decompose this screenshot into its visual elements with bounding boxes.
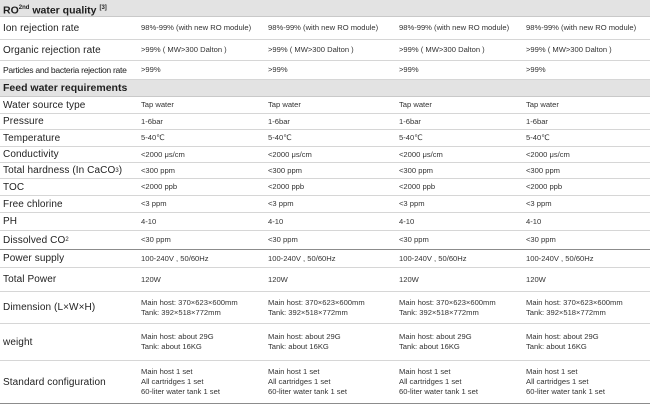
row-label: Ion rejection rate: [3, 22, 80, 34]
cell: <300 ppm: [141, 165, 175, 175]
cell: <2000 μs/cm: [268, 149, 312, 159]
cell: 120W: [399, 274, 419, 284]
row-label: Conductivity: [3, 149, 59, 160]
cell: 1-6bar: [141, 116, 163, 126]
section-header-water-quality: [0, 0, 650, 17]
row-label: Water source type: [3, 99, 86, 111]
cell: 98%-99% (with new RO module): [399, 23, 510, 32]
row-label: Free chlorine: [3, 198, 63, 210]
cell: 1-6bar: [268, 116, 290, 126]
table-row-particles-rejection: [0, 61, 650, 80]
footnote-ref: [3]: [99, 5, 107, 11]
cell: Main host: about 29G Tank: about 16KG: [141, 332, 214, 351]
table-row-water-source: [0, 97, 650, 114]
table-row-dimension: [0, 292, 650, 324]
table-row-pressure: [0, 114, 650, 130]
cell: 1-6bar: [399, 116, 421, 126]
table-row-toc: [0, 179, 650, 196]
table-row-standard-configuration: [0, 361, 650, 404]
row-label: Total hardness (In CaCO 3 ): [3, 165, 123, 176]
table-row-conductivity: [0, 147, 650, 163]
table-row-temperature: [0, 130, 650, 147]
table-row-total-power: [0, 268, 650, 292]
table-row-organic-rejection: [0, 40, 650, 61]
table-row-free-chlorine: [0, 196, 650, 213]
table-row-ion-rejection: [0, 17, 650, 40]
cell: Main host: about 29G Tank: about 16KG: [399, 332, 472, 351]
cell: <3 ppm: [526, 199, 552, 208]
table-row-ph: [0, 213, 650, 231]
cell: 5-40℃: [399, 133, 423, 142]
cell: 100-240V , 50/60Hz: [399, 253, 467, 263]
cell: <30 ppm: [268, 235, 298, 244]
cell: Main host 1 set All cartridges 1 set 60-liter water tank 1 set: [399, 367, 478, 396]
row-label: Temperature: [3, 132, 61, 144]
row-label: Pressure: [3, 116, 44, 127]
section-title-sup: 2nd: [18, 5, 30, 11]
row-label: Power supply: [3, 253, 65, 264]
row-label: TOC: [3, 181, 25, 193]
row-label: Total Power: [3, 274, 57, 285]
row-label: Particles and bacteria rejection rate: [3, 65, 127, 75]
row-label: Standard configuration: [3, 376, 106, 388]
cell: 5-40℃: [526, 133, 550, 142]
cell: Main host 1 set All cartridges 1 set 60-liter water tank 1 set: [268, 367, 347, 396]
cell: Main host: 370×623×600mm Tank: 392×518×772mm: [399, 297, 496, 317]
cell: 98%-99% (with new RO module): [141, 23, 252, 32]
cell: <30 ppm: [526, 235, 556, 244]
cell: <3 ppm: [399, 199, 425, 208]
cell: <2000 μs/cm: [526, 149, 570, 159]
cell: Tap water: [268, 100, 301, 109]
cell: >99%: [268, 65, 288, 74]
cell: 98%-99% (with new RO module): [268, 23, 379, 32]
table-row-dissolved-co2: [0, 231, 650, 250]
row-label: Dimension (L×W×H): [3, 302, 96, 313]
cell: Main host: 370×623×600mm Tank: 392×518×772mm: [526, 297, 623, 317]
section-header-feed-water: [0, 80, 650, 97]
cell: <300 ppm: [399, 165, 433, 175]
cell: >99%: [141, 65, 161, 74]
cell: 4-10: [399, 216, 415, 226]
cell: 4-10: [141, 216, 157, 226]
cell: >99% ( MW>300 Dalton ): [268, 45, 354, 54]
cell: <2000 ppb: [141, 182, 178, 191]
cell: 5-40℃: [268, 133, 292, 142]
cell: Tap water: [399, 100, 432, 109]
cell: Main host 1 set All cartridges 1 set 60-liter water tank 1 set: [526, 367, 605, 396]
cell: 100-240V , 50/60Hz: [141, 253, 209, 263]
row-label: PH: [3, 216, 18, 227]
section-title-rest: water quality: [29, 4, 97, 17]
cell: 4-10: [268, 216, 284, 226]
cell: Main host: 370×623×600mm Tank: 392×518×772mm: [268, 297, 365, 317]
cell: >99%: [526, 65, 546, 74]
cell: <2000 ppb: [268, 182, 305, 191]
cell: 1-6bar: [526, 116, 548, 126]
cell: Tap water: [526, 100, 559, 109]
cell: <2000 μs/cm: [399, 149, 443, 159]
table-row-total-hardness: [0, 163, 650, 179]
cell: Main host: 370×623×600mm Tank: 392×518×772mm: [141, 297, 238, 317]
cell: <3 ppm: [141, 199, 167, 208]
cell: <30 ppm: [141, 235, 171, 244]
cell: 120W: [141, 274, 161, 284]
cell: <2000 ppb: [526, 182, 563, 191]
cell: <2000 μs/cm: [141, 149, 185, 159]
cell: >99% ( MW>300 Dalton ): [526, 45, 612, 54]
row-label: weight: [3, 336, 33, 348]
cell: <30 ppm: [399, 235, 429, 244]
row-label: Dissolved CO 2: [3, 234, 69, 246]
cell: <300 ppm: [526, 165, 560, 175]
cell: 120W: [268, 274, 288, 284]
cell: 4-10: [526, 216, 542, 226]
cell: 5-40℃: [141, 133, 165, 142]
cell: <2000 ppb: [399, 182, 436, 191]
cell: 100-240V , 50/60Hz: [526, 253, 594, 263]
cell: Main host 1 set All cartridges 1 set 60-liter water tank 1 set: [141, 367, 220, 396]
cell: Tap water: [141, 100, 174, 109]
cell: Main host: about 29G Tank: about 16KG: [526, 332, 599, 351]
section-title: RO: [3, 4, 19, 17]
section-title: Feed water requirements: [3, 82, 128, 94]
cell: >99%: [399, 65, 419, 74]
cell: 98%-99% (with new RO module): [526, 23, 637, 32]
cell: <300 ppm: [268, 165, 302, 175]
cell: 120W: [526, 274, 546, 284]
cell: 100-240V , 50/60Hz: [268, 253, 336, 263]
cell: Main host: about 29G Tank: about 16KG: [268, 332, 341, 351]
row-label: Organic rejection rate: [3, 44, 101, 56]
table-row-power-supply: [0, 250, 650, 268]
cell: <3 ppm: [268, 199, 294, 208]
cell: >99% ( MW>300 Dalton ): [399, 45, 485, 54]
cell: >99% ( MW>300 Dalton ): [141, 45, 227, 54]
table-row-weight: [0, 324, 650, 361]
